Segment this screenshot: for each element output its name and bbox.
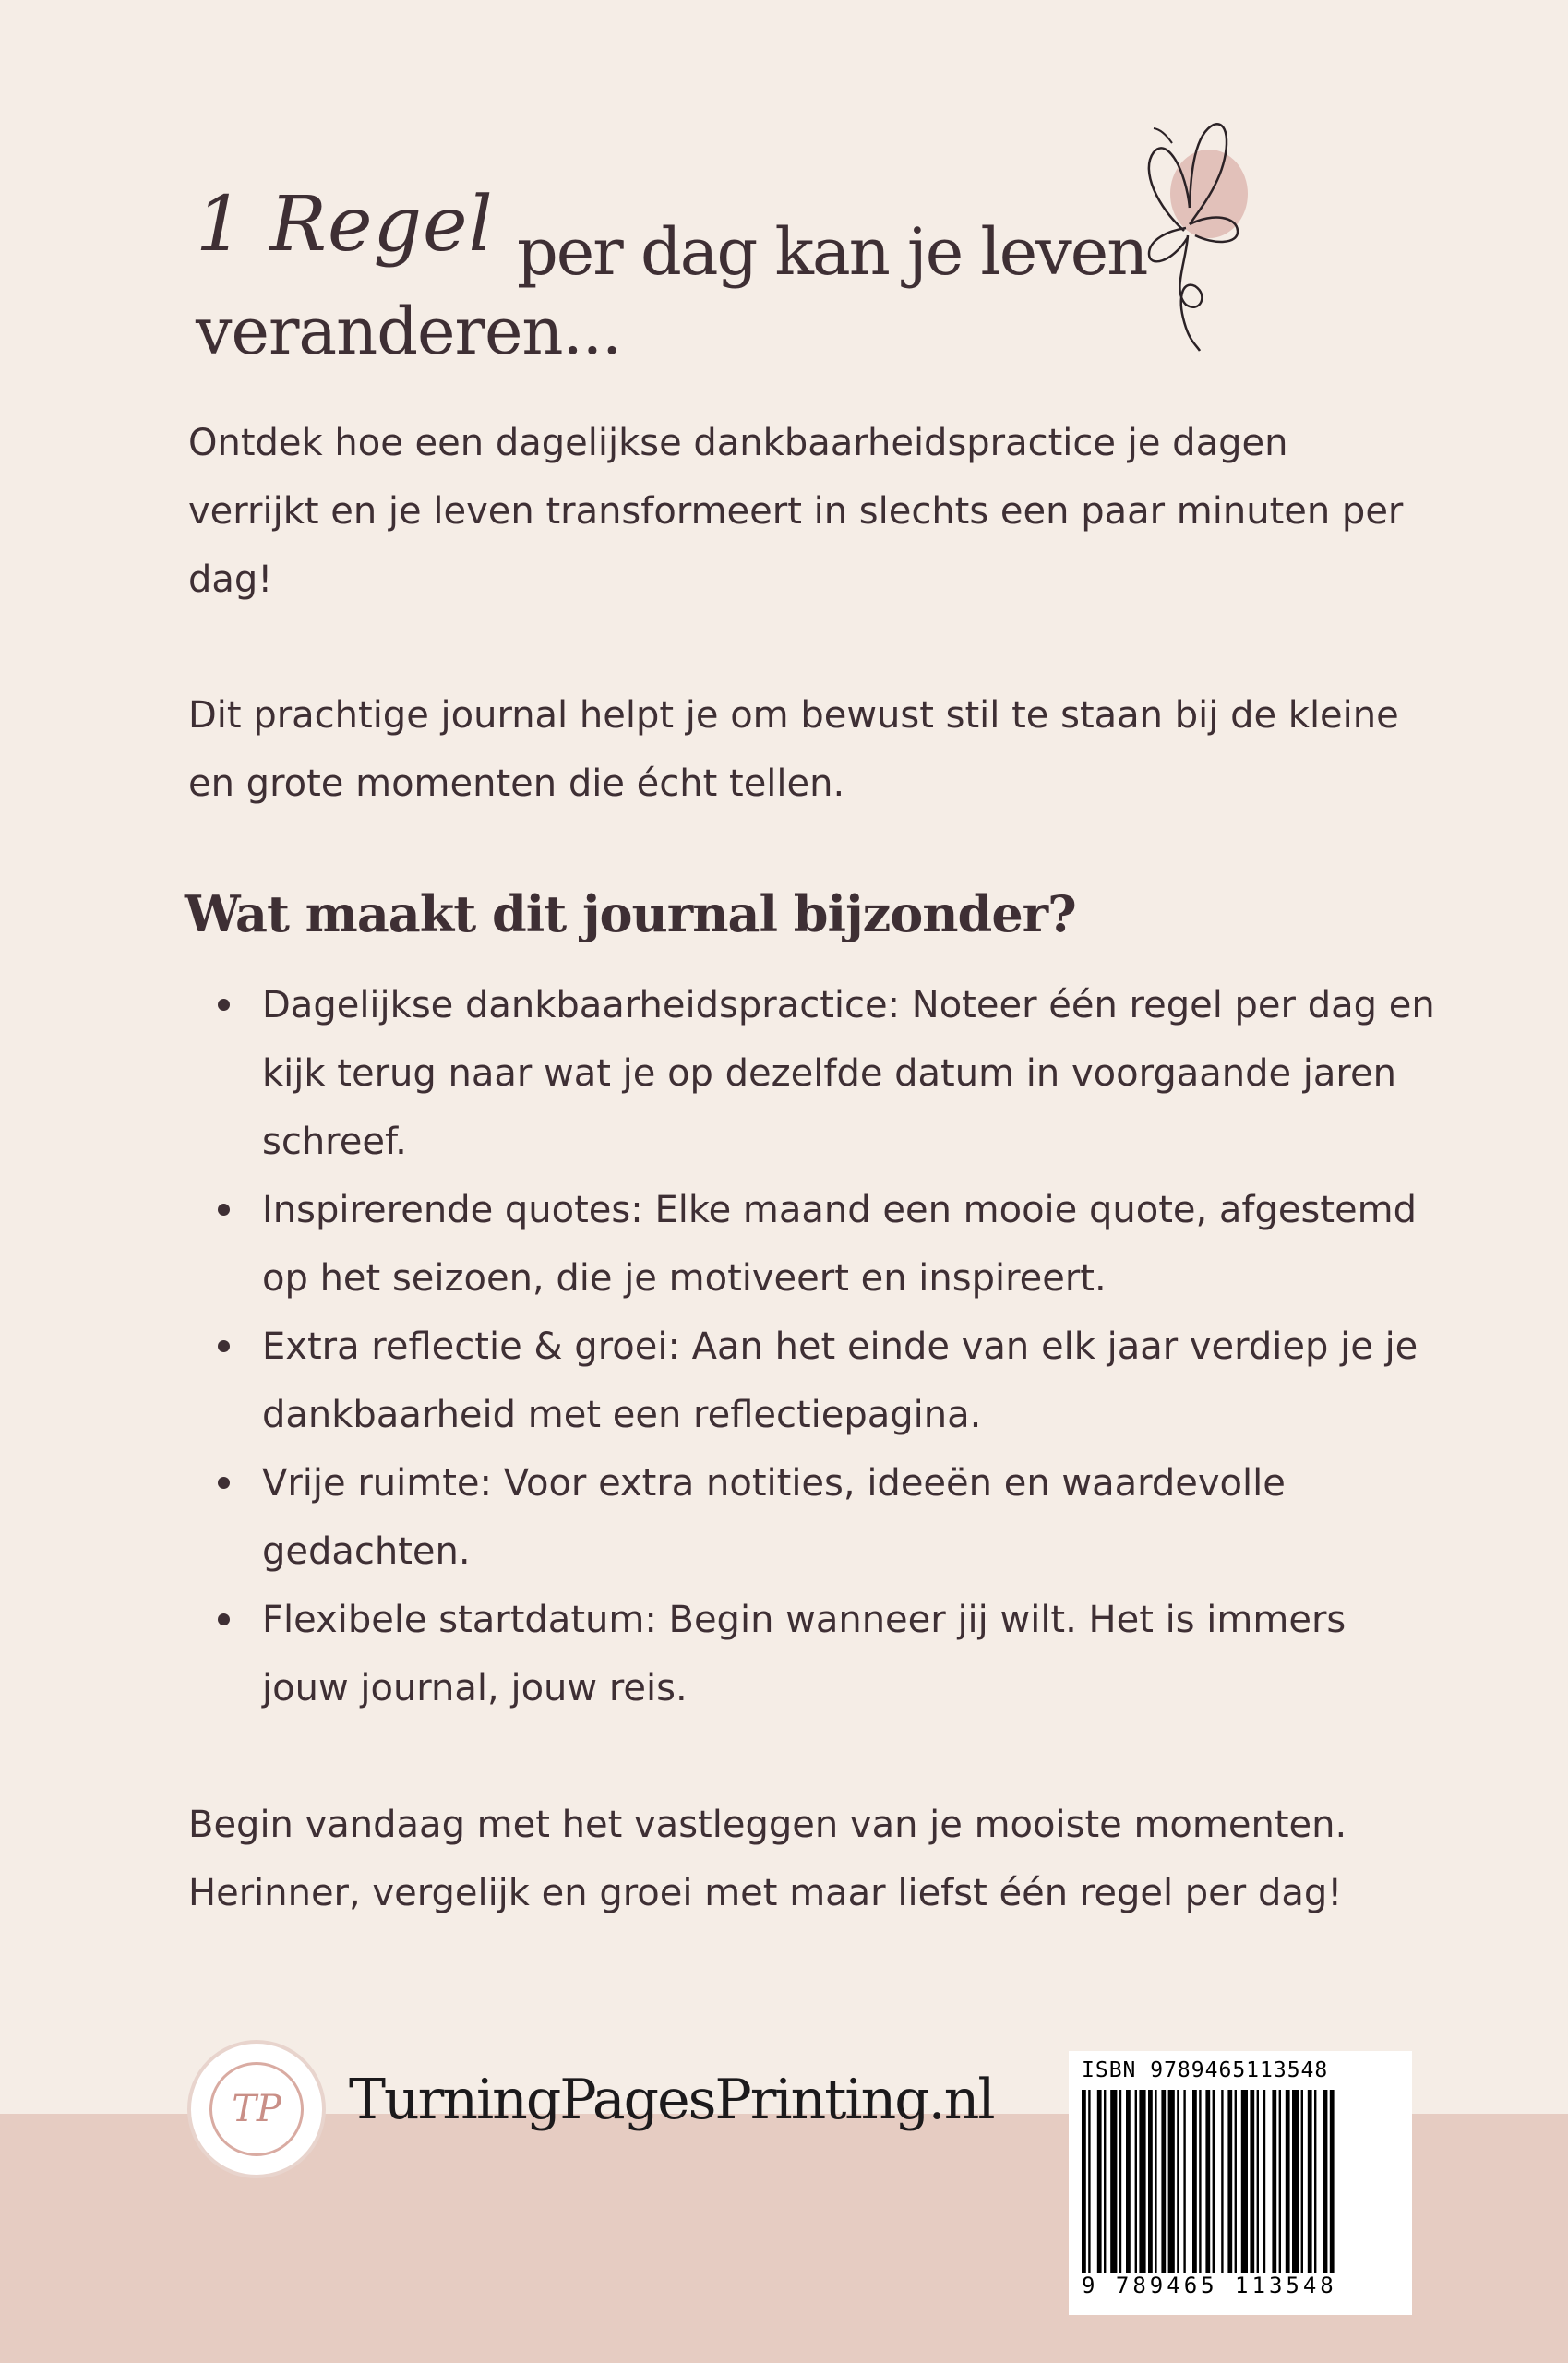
barcode-bar [1292,2090,1299,2273]
isbn-label: ISBN 9789465113548 [1082,2058,1329,2082]
barcode-bar [1279,2090,1281,2273]
bullet-icon [218,1613,230,1625]
barcode-bar [1199,2090,1201,2273]
barcode-bar [1241,2090,1248,2273]
barcode-bar [1192,2090,1197,2273]
publisher-logo-icon [187,2040,326,2178]
barcode-bar [1104,2090,1106,2273]
list-item [188,1176,1443,1313]
barcode-bar [1097,2090,1102,2273]
bullet-icon [218,999,230,1011]
barcode-bar [1205,2090,1210,2273]
list-item-text: Inspirerende quotes: Elke maand een mooie quote, afgestemd op het seizoen, die je motiveert en inspireert. [262,1189,1417,1300]
barcode-bar [1161,2090,1166,2273]
barcode-bar [1088,2090,1090,2273]
barcode-bar [1263,2090,1265,2273]
barcode-bar [1213,2090,1215,2273]
logo-monogram: TP [209,2062,304,2156]
list-item-text: Flexibele startdatum: Begin wanneer jij wilt. Het is immers jouw journal, jouw reis. [262,1599,1347,1709]
list-item [188,971,1443,1176]
list-item-text: Extra reflectie & groei: Aan het einde van elk jaar verdiep je je dankbaarheid met een reflectiepagina. [262,1325,1418,1436]
barcode-bar [1250,2090,1254,2273]
title-line2: veranderen... [196,294,622,369]
bullet-icon [218,1477,230,1489]
publisher-website: TurningPagesPrinting.nl [349,2068,994,2132]
bullet-icon [218,1340,230,1352]
barcode-bar [1308,2090,1312,2273]
barcode-bar [1139,2090,1145,2273]
features-list [188,971,1443,1722]
closing-paragraph: Begin vandaag met het vastleggen van je mooiste momenten. Herinner, vergelijk en groei met maar liefst één regel per dag! [188,1804,1347,1914]
barcode-bar [1168,2090,1175,2273]
butterfly-icon [1121,115,1287,359]
barcode-bar [1227,2090,1232,2273]
barcode-bar [1082,2090,1086,2273]
barcode-bars [1082,2090,1399,2273]
barcode-bar [1110,2090,1117,2273]
bullet-icon [218,1204,230,1216]
barcode-bar [1177,2090,1179,2273]
list-item-text: Vrije ruimte: Voor extra notities, ideeën en waardevolle gedachten. [262,1462,1286,1573]
barcode-bar [1221,2090,1223,2273]
barcode-bar [1135,2090,1137,2273]
isbn-digits: 9 789465 113548 [1082,2273,1399,2298]
list-item [188,1313,1443,1449]
intro-paragraph-1: Ontdek hoe een dagelijkse dankbaarheidspractice je dagen verrijkt en je leven transformeert in slechts een paar minuten per dag! [188,422,1404,601]
barcode-bar [1330,2090,1335,2273]
barcode-bar [1272,2090,1276,2273]
barcode-bar [1257,2090,1259,2273]
barcode-bar [1126,2090,1131,2273]
barcode-bar [1314,2090,1316,2273]
barcode-bar [1286,2090,1290,2273]
features-heading: Wat maakt dit journal bijzonder? [185,884,1076,943]
barcode-bar [1323,2090,1328,2273]
barcode-bar [1183,2090,1185,2273]
barcode-icon [1069,2051,1412,2315]
barcode-bar [1235,2090,1237,2273]
intro-paragraph-2: Dit prachtige journal helpt je om bewust stil te staan bij de kleine en grote momenten die écht tellen. [188,694,1399,805]
list-item [188,1586,1443,1722]
title-script: 1 Regel [196,181,494,269]
barcode-bar [1148,2090,1153,2273]
title-rest: per dag kan je leven [517,214,1147,290]
barcode-bar [1119,2090,1121,2273]
barcode-bar [1301,2090,1303,2273]
list-item [188,1449,1443,1586]
barcode-bar [1155,2090,1156,2273]
list-item-text: Dagelijkse dankbaarheidspractice: Noteer één regel per dag en kijk terug naar wat je op dezelfde datum in voorgaande jaren schreef. [262,984,1435,1163]
